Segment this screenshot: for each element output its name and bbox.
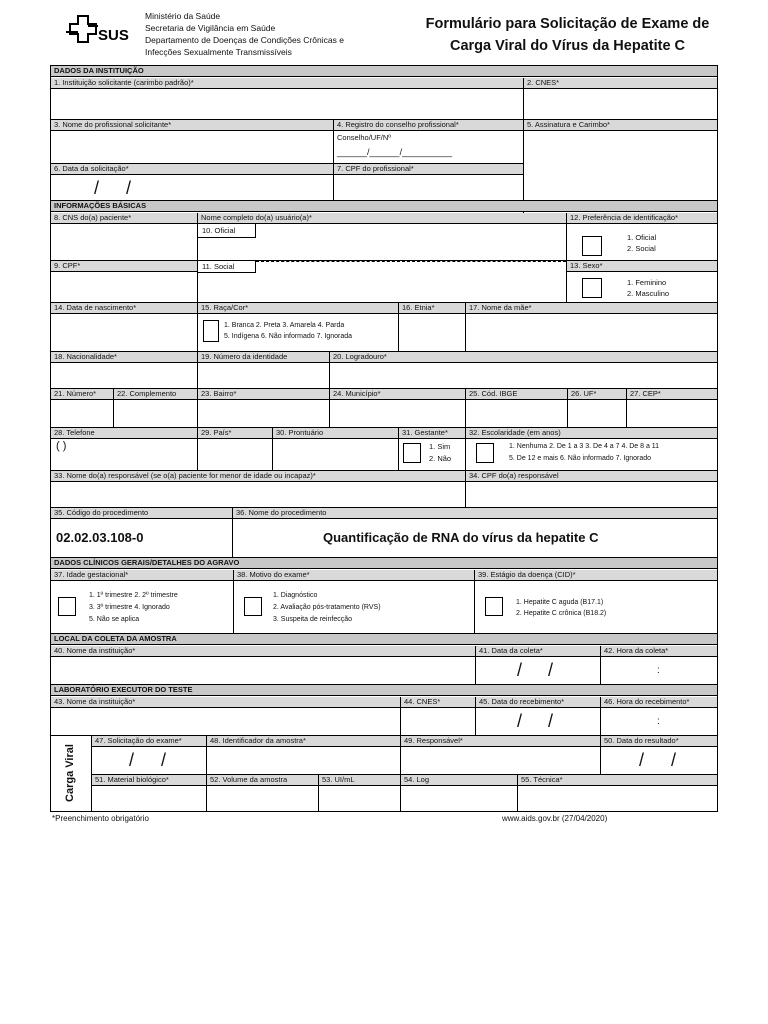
input-responsible[interactable] [401,747,600,774]
label-f26: 26. UF* [568,389,626,400]
exam-reason-checkbox[interactable] [244,597,262,616]
label-f49: 49. Responsável* [401,736,600,747]
label-f24: 24. Município* [330,389,465,400]
label-f17: 17. Nome da mãe* [466,303,717,314]
label-f25: 25. Cód. IBGE [466,389,567,400]
f39-option-1: 1. Hepatite C aguda (B17.1) [516,599,604,606]
label-f27: 27. CEP* [627,389,717,400]
label-f44: 44. CNES* [401,697,475,708]
label-f16: 16. Etnia* [399,303,465,314]
label-f34: 34. CPF do(a) responsável [466,471,717,482]
label-f1: 1. Instituição solicitante (carimbo padrão)* [51,78,523,89]
label-f41: 41. Data da coleta* [476,646,600,657]
input-ibge[interactable] [466,400,567,427]
phone-mask: ( ) [56,440,67,452]
label-f23: 23. Bairro* [198,389,329,400]
label-f47: 47. Solicitação do exame* [92,736,206,747]
label-f13: 13. Sexo* [567,261,717,272]
label-f38: 38. Motivo do exame* [234,570,474,581]
label-f15: 15. Raça/Cor* [198,303,398,314]
input-neighborhood[interactable] [198,400,329,427]
education-checkbox[interactable] [476,443,494,463]
label-f4-sub: Conselho/UF/Nº [337,133,392,142]
label-f4: 4. Registro do conselho profissional* [334,120,523,131]
input-guardian-name[interactable] [51,482,465,507]
f37-option-3: 5. Não se aplica [89,616,140,623]
ministry-block [145,10,344,58]
date-slash: / [126,178,132,198]
disease-stage-checkbox[interactable] [485,597,503,616]
input-street[interactable] [330,363,717,388]
input-material[interactable] [92,786,206,812]
input-complement[interactable] [114,400,197,427]
label-f53: 53. UI/mL [319,775,400,786]
date-slash: / [639,750,645,770]
label-f33: 33. Nome do(a) responsável (se o(a) paciente for menor de idade ou incapaz)* [51,471,465,482]
f13-option-1: 1. Feminino [627,278,667,287]
pregnant-checkbox[interactable] [403,443,421,463]
input-technique[interactable] [518,786,717,812]
ministry-line: Secretaria de Vigilância em Saúde [145,23,276,33]
sus-logo [64,12,130,52]
viral-load-side-label: Carga Viral [64,744,76,802]
input-log[interactable] [401,786,517,812]
input-uf[interactable] [568,400,626,427]
input-professional-cpf[interactable] [334,175,523,200]
input-collection-institution[interactable] [51,657,475,684]
f12-option-2: 2. Social [627,244,656,253]
label-f37: 37. Idade gestacional* [51,570,233,581]
label-f35: 35. Código do procedimento [51,508,232,519]
label-f19: 19. Número da identidade [198,352,329,363]
label-f51: 51. Material biológico* [92,775,206,786]
label-f21: 21. Número* [51,389,113,400]
input-lab-institution[interactable] [51,708,400,735]
input-sample-id[interactable] [207,747,400,774]
ministry-line: Departamento de Doenças de Condições Crônicas e [145,35,344,45]
label-f12: 12. Preferência de identificação* [567,213,717,224]
input-ethnicity[interactable] [399,314,465,351]
input-professional-name[interactable] [51,131,333,163]
input-ui-ml[interactable] [319,786,400,812]
input-record[interactable] [273,439,398,470]
mandatory-note: *Preenchimento obrigatório [52,814,149,823]
label-f52: 52. Volume da amostra [207,775,318,786]
label-f18: 18. Nacionalidade* [51,352,197,363]
label-f29: 29. País* [198,428,272,439]
input-social-name[interactable] [198,274,566,302]
input-institution[interactable] [51,89,523,119]
section-basic: INFORMAÇÕES BÁSICAS [51,201,717,212]
label-f14: 14. Data de nascimento* [51,303,197,314]
label-f3: 3. Nome do profissional solicitante* [51,120,333,131]
ministry-line: Infecções Sexualmente Transmissíveis [145,47,292,57]
logo-text: SUS [98,27,129,44]
label-full-name: Nome completo do(a) usuário(a)* [198,213,566,224]
f38-option-2: 2. Avaliação pós-tratamento (RVS) [273,604,381,611]
reg-blank[interactable]: ______/______/__________ [337,147,453,157]
label-f10-box [198,224,256,238]
input-cep[interactable] [627,400,717,427]
form-title [400,13,735,57]
label-f43: 43. Nome da instituição* [51,697,400,708]
f38-option-3: 3. Suspeita de reinfecção [273,616,352,623]
label-f11-box [198,261,256,273]
label-f28: 28. Telefone [51,428,197,439]
input-volume[interactable] [207,786,318,812]
label-f7: 7. CPF do profissional* [334,164,523,175]
label-f22: 22. Complemento [114,389,197,400]
section-institution: DADOS DA INSTITUIÇÃO [51,66,717,77]
label-f39: 39. Estágio da doença (CID)* [475,570,717,581]
f13-option-2: 2. Masculino [627,289,670,298]
label-f46: 46. Hora do recebimento* [601,697,717,708]
input-number[interactable] [51,400,113,427]
time-colon: : [657,716,660,727]
input-phone[interactable] [51,439,197,470]
input-signature[interactable] [524,131,717,200]
input-country[interactable] [198,439,272,470]
section-lab: LABORATÓRIO EXECUTOR DO TESTE [51,685,717,696]
input-identity-number[interactable] [198,363,329,388]
f39-option-2: 2. Hepatite C crônica (B18.2) [516,610,607,617]
race-checkbox[interactable] [203,320,219,342]
input-birthdate[interactable] [51,314,197,351]
label-f31: 31. Gestante* [399,428,465,439]
label-f45: 45. Data do recebimento* [476,697,600,708]
f38-option-1: 1. Diagnóstico [273,592,318,599]
f15-option-2: 5. Indígena 6. Não informado 7. Ignorada [224,333,353,340]
f15-option-1: 1. Branca 2. Preta 3. Amarela 4. Parda [224,322,345,329]
date-slash: / [94,178,100,198]
label-f48: 48. Identificador da amostra* [207,736,400,747]
label-f10: 10. Oficial [202,226,236,235]
gestational-age-checkbox[interactable] [58,597,76,616]
procedure-name: Quantificação de RNA do vírus da hepatite C [323,530,599,545]
date-slash: / [517,660,523,680]
f12-option-1: 1. Oficial [627,233,657,242]
title-line-1: Formulário para Solicitação de Exame de [425,16,710,32]
f37-option-2: 3. 3º trimestre 4. Ignorado [89,604,170,611]
input-guardian-cpf[interactable] [466,482,717,507]
ministry-line: Ministério da Saúde [145,11,221,21]
input-city[interactable] [330,400,465,427]
input-lab-cnes[interactable] [401,708,475,735]
date-slash: / [129,750,135,770]
sex-checkbox[interactable] [582,278,602,298]
f32-option-2: 5. De 12 e mais 6. Não informado 7. Ignorado [509,455,652,462]
input-official-name[interactable] [198,238,566,260]
label-f32: 32. Escolaridade (em anos) [466,428,717,439]
label-f11: 11. Social [202,262,235,271]
section-collection: LOCAL DA COLETA DA AMOSTRA [51,634,717,645]
date-slash: / [671,750,677,770]
label-f50: 50. Data do resultado* [601,736,717,747]
identification-checkbox[interactable] [582,236,602,256]
label-f40: 40. Nome da instituição* [51,646,475,657]
input-mother-name[interactable] [466,314,717,351]
label-f20: 20. Logradouro* [330,352,717,363]
label-f30: 30. Prontuário [273,428,398,439]
label-f55: 55. Técnica* [518,775,717,786]
label-f9: 9. CPF* [51,261,197,272]
input-cns[interactable] [51,224,197,260]
section-clinical: DADOS CLÍNICOS GERAIS/DETALHES DO AGRAVO [51,558,717,569]
time-colon: : [657,665,660,676]
f37-option-1: 1. 1º trimestre 2. 2º trimestre [89,592,178,599]
label-f36: 36. Nome do procedimento [233,508,717,519]
f31-option-1: 1. Sim [429,442,451,451]
date-slash: / [161,750,167,770]
f31-option-2: 2. Não [429,454,452,463]
f32-option-1: 1. Nenhuma 2. De 1 a 3 3. De 4 a 7 4. De 8 a 11 [509,443,660,450]
label-f42: 42. Hora da coleta* [601,646,717,657]
date-slash: / [548,660,554,680]
date-slash: / [548,711,554,731]
input-cpf[interactable] [51,272,197,302]
label-f54: 54. Log [401,775,517,786]
label-f6: 6. Data da solicitação* [51,164,333,175]
input-nationality[interactable] [51,363,197,388]
date-slash: / [517,711,523,731]
footer-site: www.aids.gov.br (27/04/2020) [502,814,608,823]
input-cnes[interactable] [524,89,717,119]
label-f5: 5. Assinatura e Carimbo* [524,120,717,131]
request-form [50,65,718,812]
label-f2: 2. CNES* [524,78,717,89]
title-line-2: Carga Viral do Vírus da Hepatite C [449,38,686,54]
label-f8: 8. CNS do(a) paciente* [51,213,197,224]
procedure-code: 02.02.03.108-0 [56,530,144,545]
